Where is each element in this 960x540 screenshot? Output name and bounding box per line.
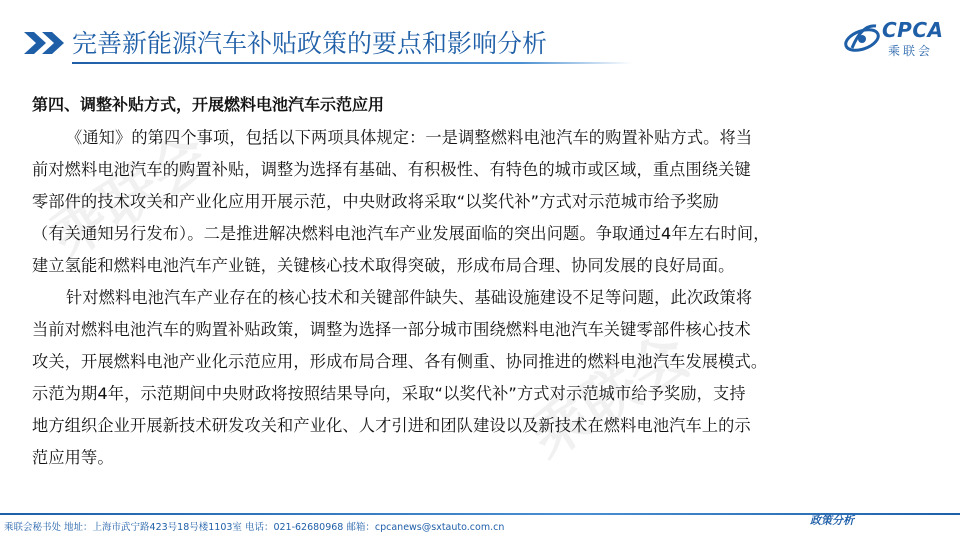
- double-chevron-icon: [22, 30, 66, 56]
- text-line: 前对燃料电池汽车的购置补贴，调整为选择有基础、有积极性、有特色的城市或区域，重点围绕关键: [32, 160, 751, 179]
- page-title: 完善新能源汽车补贴政策的要点和影响分析: [72, 29, 548, 58]
- text-line: 攻关，开展燃料电池产业化示范应用，形成布局合理、各有侧重、协同推进的燃料电池汽车发展模式。: [32, 352, 768, 371]
- watermark: 乘联会: [517, 321, 702, 472]
- text-line: 示范为期4年，示范期间中央财政将按照结果导向，采取“以奖代补”方式对示范城市给予奖励，支持: [32, 384, 746, 403]
- text-line: 当前对燃料电池汽车的购置补贴政策，调整为选择一部分城市围绕燃料电池汽车关键零部件核心技术: [32, 320, 751, 339]
- text-line: 地方组织企业开展新技术研发攻关和产业化、人才引进和团队建设以及新技术在燃料电池汽车上的示: [32, 416, 751, 435]
- footer-contact: 乘联会秘书处 地址：上海市武宁路423号18号楼1103室 电话：021-62680968 邮箱：cpcanews@sxtauto.com.cn: [4, 522, 505, 533]
- paragraph-1: [32, 122, 948, 282]
- slide-body: [32, 92, 948, 474]
- footer-tag: 政策分析: [810, 514, 854, 527]
- text-line: 《通知》的第四个事项，包括以下两项具体规定：一是调整燃料电池汽车的购置补贴方式。将当: [66, 128, 753, 147]
- text-line: 零部件的技术攻关和产业化应用开展示范，中央财政将采取“以奖代补”方式对示范城市给予奖励: [32, 192, 719, 211]
- text-line: 针对燃料电池汽车产业存在的核心技术和关键部件缺失、基础设施建设不足等问题，此次政策将: [66, 288, 753, 307]
- logo-text: CPCA: [882, 18, 944, 42]
- logo-subtext: 乘联会: [888, 44, 934, 58]
- text-line: 范应用等。: [32, 448, 114, 467]
- text-line: 建立氢能和燃料电池汽车产业链，关键核心技术取得突破，形成布局合理、协同发展的良好局面。: [32, 256, 735, 275]
- cpca-logo: [842, 16, 948, 62]
- text-line: （有关通知另行发布）。二是推进解决燃料电池汽车产业发展面临的突出问题。争取通过4年左右时间，: [32, 224, 770, 243]
- section-heading: 第四、调整补贴方式，开展燃料电池汽车示范应用: [32, 95, 385, 114]
- slide-header: [0, 0, 960, 70]
- paragraph-2: [32, 282, 948, 474]
- cpca-emblem-icon: [842, 18, 882, 58]
- watermark: 乘联会: [37, 121, 222, 272]
- title-underline: [72, 62, 632, 64]
